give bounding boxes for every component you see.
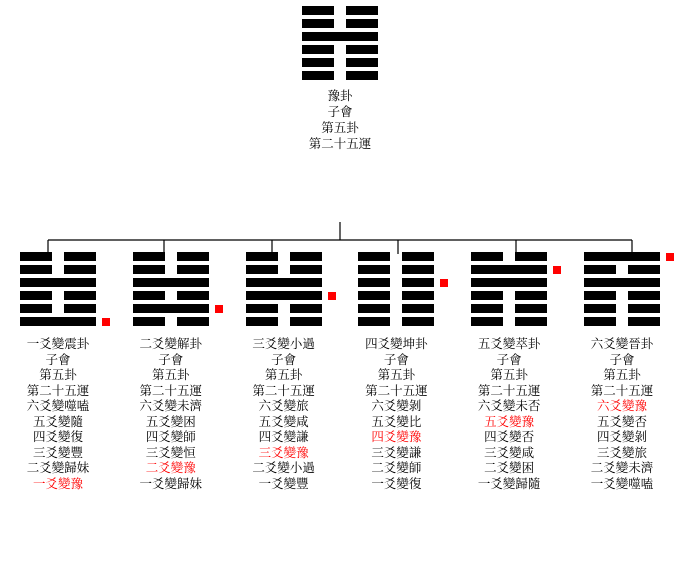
child-3-xiaoguo-labels (252, 336, 315, 491)
hexagram-line-yin (246, 317, 322, 326)
label-line: 第二十五運 (308, 136, 372, 151)
label-line: 一爻變復 (371, 475, 422, 491)
label-line: 第二十五運 (477, 382, 541, 398)
label-line: 三爻變謙 (371, 444, 422, 460)
label-line: 五爻變比 (371, 413, 422, 429)
hexagram-line-yin (133, 252, 209, 261)
label-line: 五爻變困 (145, 413, 196, 429)
hexagram-line-yin (358, 278, 434, 287)
changing-line-marker (440, 279, 448, 287)
child-6-jin (570, 252, 674, 491)
root-labels (309, 88, 372, 152)
hexagram-line-yin (584, 291, 660, 300)
hexagram-line-yin (20, 252, 96, 261)
child-1-zhen (6, 252, 110, 491)
hexagram-line-yin (358, 265, 434, 274)
label-line: 四爻變謙 (258, 429, 309, 444)
label-line: 二爻變歸妹 (26, 460, 90, 475)
hexagram-line-yin (302, 45, 378, 54)
hexagram-line-yin (133, 317, 209, 326)
child-6-jin-labels (591, 336, 654, 491)
child-4-kun (344, 252, 448, 491)
child-3-xiaoguo (232, 252, 336, 491)
label-line: 三爻變豐 (32, 444, 83, 460)
hexagram-line-yin (584, 317, 660, 326)
hexagram-line-yin (246, 304, 322, 313)
child-2-jie-labels (140, 336, 203, 491)
label-line: 子會 (383, 351, 409, 367)
hexagram-line-yin (302, 71, 378, 80)
hexagram-child-5-cui (471, 252, 547, 326)
hexagram-line-yin (302, 19, 378, 28)
hexagram-line-yin (584, 265, 660, 274)
label-line: 三爻變旅 (596, 444, 647, 460)
changing-line-marker (553, 266, 561, 274)
hexagram-line-yin (358, 252, 434, 261)
hexagram-child-3-xiaoguo (246, 252, 322, 326)
hexagram-child-4-kun (358, 252, 434, 326)
label-line: 三爻變豫 (258, 444, 309, 460)
label-line: 六爻變未否 (477, 398, 541, 413)
label-line: 五爻變隨 (32, 413, 83, 429)
hexagram-line-yin (471, 317, 547, 326)
label-line: 一爻變豫 (32, 475, 83, 491)
changing-line-marker (666, 253, 674, 261)
hexagram-line-yang (584, 278, 660, 287)
label-line: 子會 (271, 351, 297, 367)
label-line: 二爻變未濟 (590, 460, 654, 475)
label-line: 四爻變復 (32, 429, 83, 444)
label-line: 第五卦 (490, 367, 528, 382)
label-line: 六爻變未濟 (139, 398, 203, 413)
label-line: 六爻變豫 (596, 398, 647, 413)
label-line: 六爻變噬嗑 (26, 398, 90, 413)
label-line: 第五卦 (152, 367, 190, 382)
hexagram-line-yin (584, 304, 660, 313)
label-line: 一爻變歸隨 (477, 475, 541, 491)
label-line: 第五卦 (603, 367, 641, 382)
child-1-zhen-labels (27, 336, 90, 491)
hexagram-line-yin (302, 6, 378, 15)
hexagram-line-yin (471, 304, 547, 313)
label-line: 三爻變恒 (145, 444, 196, 460)
label-line: 四爻變否 (484, 429, 535, 444)
hexagram-line-yang (246, 291, 322, 300)
label-line: 四爻變師 (145, 429, 196, 444)
hexagram-line-yin (358, 291, 434, 300)
hexagram-line-yang (20, 317, 96, 326)
hexagram-line-yin (471, 252, 547, 261)
label-line: 一爻變震卦 (26, 336, 90, 351)
label-line: 一爻變豐 (258, 475, 309, 491)
label-line: 第二十五運 (26, 382, 90, 398)
label-line: 四爻變坤卦 (365, 336, 428, 351)
label-line: 二爻變師 (371, 460, 422, 475)
changing-line-marker (328, 292, 336, 300)
hexagram-child-2-jie (133, 252, 209, 326)
label-line: 子會 (45, 351, 71, 367)
label-line: 第二十五運 (590, 382, 654, 398)
label-line: 子會 (496, 351, 522, 367)
label-line: 第二十五運 (365, 382, 428, 398)
label-line: 第五卦 (39, 367, 77, 382)
hexagram-line-yin (133, 265, 209, 274)
hexagram-line-yang (302, 32, 378, 41)
label-line: 豫卦 (327, 88, 353, 103)
label-line: 四爻變豫 (371, 429, 422, 444)
label-line: 三爻變小過 (252, 336, 315, 351)
hexagram-line-yang (584, 252, 660, 261)
label-line: 一爻變噬嗑 (590, 475, 654, 491)
label-line: 子會 (327, 104, 353, 119)
label-line: 五爻變豫 (484, 413, 535, 429)
label-line: 二爻變解卦 (139, 336, 203, 351)
child-5-cui (457, 252, 561, 491)
hexagram-line-yang (133, 304, 209, 313)
label-line: 子會 (609, 351, 635, 367)
label-line: 二爻變小過 (252, 460, 315, 475)
hexagram-child-6-jin (584, 252, 660, 326)
hexagram-line-yin (358, 317, 434, 326)
label-line: 三爻變咸 (484, 444, 535, 460)
label-line: 二爻變豫 (145, 460, 196, 475)
label-line: 第五卦 (377, 367, 416, 382)
label-line: 二爻變困 (484, 460, 535, 475)
hexagram-line-yang (471, 265, 547, 274)
hexagram-line-yin (20, 291, 96, 300)
label-line: 五爻變咸 (258, 413, 309, 429)
changing-line-marker (215, 305, 223, 313)
hexagram-line-yin (302, 58, 378, 67)
hexagram-line-yin (20, 265, 96, 274)
hexagram-line-yin (471, 291, 547, 300)
child-4-kun-labels (365, 336, 428, 491)
hexagram-line-yin (246, 252, 322, 261)
label-line: 五爻變否 (596, 413, 647, 429)
hexagram-line-yin (133, 291, 209, 300)
label-line: 六爻變旅 (258, 398, 309, 413)
label-line: 六爻變晉卦 (590, 336, 654, 351)
hexagram-line-yin (20, 304, 96, 313)
changing-line-marker (102, 318, 110, 326)
label-line: 子會 (158, 351, 184, 367)
label-line: 一爻變歸妹 (139, 475, 203, 491)
label-line: 第五卦 (264, 367, 303, 382)
label-line: 第二十五運 (139, 382, 203, 398)
label-line: 第二十五運 (252, 382, 315, 398)
label-line: 四爻變剝 (596, 429, 647, 444)
label-line: 五爻變萃卦 (477, 336, 541, 351)
hexagram-child-1-zhen (20, 252, 96, 326)
hexagram-line-yang (20, 278, 96, 287)
child-2-jie (119, 252, 223, 491)
hexagram-root (302, 6, 378, 80)
root-node (0, 6, 680, 152)
hexagram-line-yang (471, 278, 547, 287)
hexagram-line-yin (246, 265, 322, 274)
hexagram-line-yang (246, 278, 322, 287)
child-5-cui-labels (478, 336, 541, 491)
hexagram-line-yang (133, 278, 209, 287)
label-line: 第五卦 (321, 120, 359, 135)
children-row (0, 252, 680, 491)
hexagram-line-yin (358, 304, 434, 313)
label-line: 六爻變剝 (371, 398, 422, 413)
